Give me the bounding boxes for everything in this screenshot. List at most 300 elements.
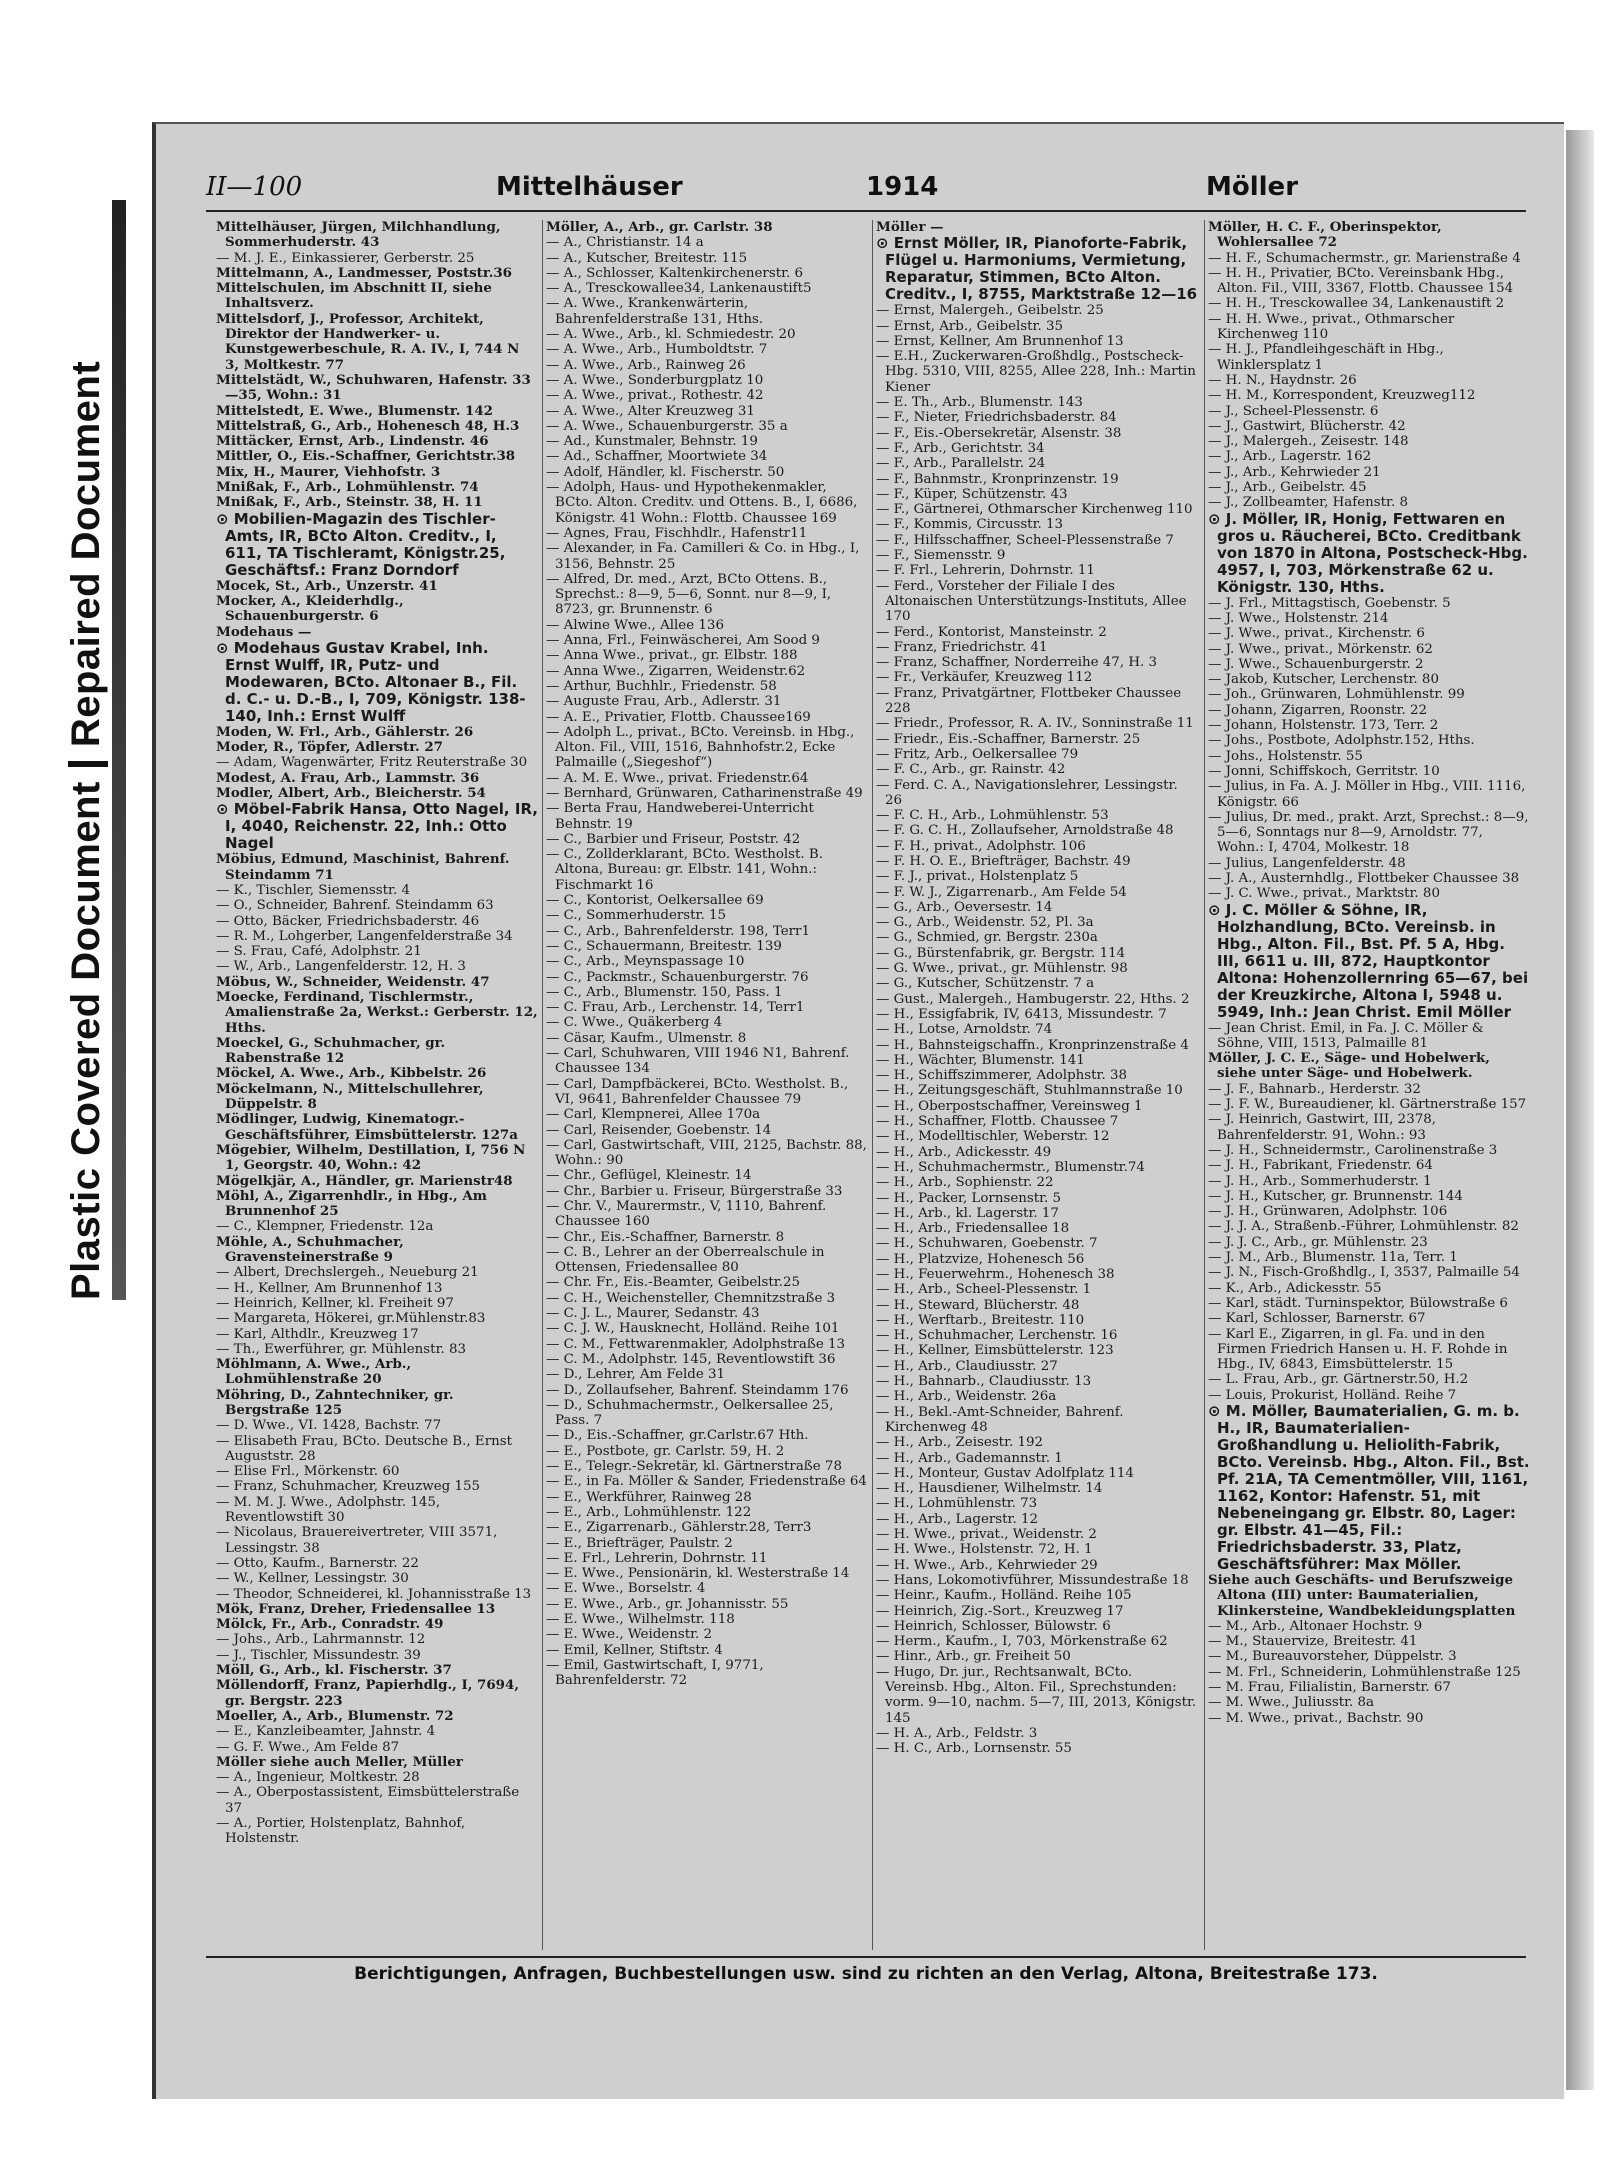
- directory-entry: — D., Eis.-Schaffner, gr.Carlstr.67 Hth.: [546, 1428, 809, 1444]
- directory-entry: Siehe auch Geschäfts- und Berufszweige Altona (III) unter: Baumaterialien, Klinkersteine, Wandbekleidungsplatten: [1208, 1572, 1516, 1619]
- directory-entry: — A. E., Privatier, Flottb. Chaussee169: [546, 709, 811, 725]
- directory-entry: — G., Arb., Weidenstr. 52, Pl. 3a: [876, 915, 1094, 931]
- directory-entry: — C. M., Fettwarenmakler, Adolphstraße 13: [546, 1336, 846, 1352]
- directory-entry: Möller —: [876, 219, 944, 235]
- directory-entry: — A., Oberpostassistent, Eimsbüttelerstraße 37: [216, 1785, 520, 1816]
- directory-entry: — Karl, Althdlr., Kreuzweg 17: [216, 1326, 419, 1342]
- directory-entry: Möhle, A., Schuhmacher, Gravensteinerstraße 9: [216, 1233, 404, 1266]
- directory-entry: — A., Ingenieur, Moltkestr. 28: [216, 1770, 420, 1786]
- directory-entry: — Franz, Schaffner, Norderreihe 47, H. 3: [876, 655, 1158, 671]
- directory-entry: — J. H., Schneidermstr., Carolinenstraße 3: [1208, 1142, 1498, 1158]
- page-header: [206, 172, 1526, 212]
- directory-entry: — Carl, Gastwirtschaft, VIII, 2125, Bachstr. 88, Wohn.: 90: [546, 1137, 867, 1169]
- directory-entry: — K., Arb., Adickesstr. 55: [1208, 1280, 1382, 1296]
- directory-entry: ⊙ Modehaus Gustav Krabel, Inh. Ernst Wulff, IR, Putz- und Modewaren, BCto. Altonaer B., Fil. d. C.- u. D.-B., I, 709, Königstr. 138-140, Inh.: Ernst Wulff: [216, 638, 526, 725]
- directory-entry: — Jean Christ. Emil, in Fa. J. C. Möller & Söhne, VIII, 1513, Palmaille 81: [1208, 1020, 1484, 1051]
- directory-entry: — Joh., Grünwaren, Lohmühlenstr. 99: [1208, 687, 1465, 703]
- directory-entry: Mittäcker, Ernst, Arb., Lindenstr. 46: [216, 433, 489, 450]
- directory-entry: — J. F. W., Bureaudiener, kl. Gärtnerstraße 157: [1208, 1097, 1527, 1113]
- directory-entry: — E., Telegr.-Sekretär, kl. Gärtnerstraße 78: [546, 1459, 842, 1475]
- directory-entry: Möllendorff, Franz, Papierhdlg., I, 7694, gr. Bergstr. 223: [216, 1677, 519, 1709]
- directory-entry: Mocker, A., Kleiderhdlg., Schauenburgerstr. 6: [216, 592, 404, 625]
- directory-entry: — C. H., Weichensteller, Chemnitzstraße 3: [546, 1290, 836, 1306]
- directory-entry: — G. Wwe., privat., gr. Mühlenstr. 98: [876, 961, 1128, 977]
- directory-entry: — Fr., Verkäufer, Kreuzweg 112: [876, 670, 1093, 686]
- directory-entry: — J., Malergeh., Zeisestr. 148: [1208, 434, 1409, 450]
- directory-entry: — H. H. Wwe., privat., Othmarscher Kirchenweg 110: [1208, 311, 1455, 343]
- directory-entry: — Karl E., Zigarren, in gl. Fa. und in den Firmen Friedrich Hansen u. H. F. Rohde in Hbg., IV, 6843, Eimsbüttelerstr. 15: [1208, 1326, 1508, 1373]
- directory-entry: — H., Arb., kl. Lagerstr. 17: [876, 1205, 1059, 1221]
- directory-entry: — A. Wwe., Arb., Humboldtstr. 7: [546, 342, 768, 358]
- directory-entry: — C., Schauermann, Breitestr. 139: [546, 938, 782, 954]
- directory-entry: — A. Wwe., Schauenburgerstr. 35 a: [546, 418, 788, 434]
- directory-entry: Mölck, Fr., Arb., Conradstr. 49: [216, 1616, 444, 1633]
- column-divider: [1204, 220, 1205, 1950]
- directory-entry: — A., Tresckowallee34, Lankenaustift5: [546, 281, 812, 297]
- directory-entry: — J. Heinrich, Gastwirt, III, 2378, Bahrenfelderstr. 91, Wohn.: 93: [1208, 1112, 1437, 1143]
- directory-entry: — E. Frl., Lehrerin, Dohrnstr. 11: [546, 1550, 768, 1566]
- directory-entry: — Johs., Arb., Lahrmannstr. 12: [216, 1632, 426, 1648]
- directory-entry: — Carl, Reisender, Goebenstr. 14: [546, 1122, 772, 1138]
- directory-entry: — Hinr., Arb., gr. Freiheit 50: [876, 1649, 1071, 1665]
- directory-entry: — E., Briefträger, Paulstr. 2: [546, 1535, 733, 1551]
- directory-entry: — C., Arb., Meynspassage 10: [546, 954, 745, 970]
- directory-entry: Moden, W. Frl., Arb., Gählerstr. 26: [216, 723, 474, 740]
- directory-entry: — Heinrich, Zig.-Sort., Kreuzweg 17: [876, 1603, 1124, 1619]
- directory-entry: — Gust., Malergeh., Hambugerstr. 22, Hths. 2: [876, 991, 1190, 1007]
- directory-entry: — A., Christianstr. 14 a: [546, 235, 704, 251]
- directory-entry: — C., Arb., Bahrenfelderstr. 198, Terr1: [546, 923, 810, 939]
- directory-entry: Modehaus —: [216, 623, 312, 640]
- directory-entry: Möbus, W., Schneider, Weidenstr. 47: [216, 973, 490, 990]
- directory-entry: — Herm., Kaufm., I, 703, Mörkenstraße 62: [876, 1634, 1168, 1650]
- directory-entry: — J. Wwe., privat., Kirchenstr. 6: [1208, 626, 1425, 642]
- directory-entry: — H., Essigfabrik, IV, 6413, Missundestr. 7: [876, 1006, 1167, 1022]
- column-3: [876, 220, 1198, 1757]
- directory-entry: — Karl, Schlosser, Barnerstr. 67: [1208, 1311, 1426, 1327]
- directory-entry: — C., Packmstr., Schauenburgerstr. 76: [546, 969, 809, 985]
- directory-entry: — F. C. H., Arb., Lohmühlenstr. 53: [876, 808, 1109, 824]
- directory-entry: — H. F., Schumachermstr., gr. Marienstraße 4: [1208, 250, 1521, 266]
- directory-entry: — R. M., Lohgerber, Langenfelderstraße 34: [216, 928, 513, 944]
- directory-entry: Möhl, A., Zigarrenhdlr., in Hbg., Am Brunnenhof 25: [216, 1187, 487, 1220]
- directory-entry: — Julius, in Fa. A. J. Möller in Hbg., VIII. 1116, Königstr. 66: [1208, 779, 1526, 810]
- directory-entry: — J. H., Arb., Sommerhuderstr. 1: [1208, 1173, 1432, 1189]
- header-rule: [206, 210, 1526, 212]
- directory-entry: — J. J. A., Straßenb.-Führer, Lohmühlenstr. 82: [1208, 1219, 1519, 1235]
- left-keyword: Mittelhäuser: [496, 172, 683, 202]
- directory-entry: — Chr., Eis.-Schaffner, Barnerstr. 8: [546, 1229, 785, 1245]
- directory-entry: — Jonni, Schiffskoch, Gerritstr. 10: [1208, 763, 1440, 779]
- directory-entry: — Cäsar, Kaufm., Ulmenstr. 8: [546, 1030, 747, 1046]
- directory-entry: — Carl, Klempnerei, Allee 170a: [546, 1107, 761, 1123]
- directory-entry: — C. Wwe., Quäkerberg 4: [546, 1015, 723, 1031]
- directory-entry: — Heinr., Kaufm., Holländ. Reihe 105: [876, 1588, 1132, 1604]
- directory-entry: — A. Wwe., privat., Rothestr. 42: [546, 388, 764, 404]
- directory-entry: — H., Oberpostschaffner, Vereinsweg 1: [876, 1098, 1143, 1114]
- directory-entry: — Carl, Schuhwaren, VIII 1946 N1, Bahrenf. Chaussee 134: [546, 1046, 850, 1077]
- directory-entry: — D., Zollaufseher, Bahrenf. Steindamm 176: [546, 1382, 849, 1398]
- directory-entry: — M., Arb., Altonaer Hochstr. 9: [1208, 1618, 1423, 1634]
- directory-entry: Mittler, O., Eis.-Schaffner, Gerichtstr.38: [216, 448, 516, 465]
- directory-entry: Möller, A., Arb., gr. Carlstr. 38: [546, 219, 773, 235]
- directory-entry: — J. F., Bahnarb., Herderstr. 32: [1208, 1081, 1421, 1097]
- directory-entry: — Alwine Wwe., Allee 136: [546, 617, 724, 633]
- directory-entry: — E. Wwe., Weidenstr. 2: [546, 1627, 713, 1643]
- directory-entry: Moeckel, G., Schuhmacher, gr. Rabenstraße 12: [216, 1034, 446, 1067]
- binding-strip: [112, 200, 126, 1300]
- directory-entry: — Anna Wwe., Zigarren, Weidenstr.62: [546, 663, 806, 679]
- directory-entry: — J. Wwe., Holstenstr. 214: [1208, 610, 1389, 626]
- directory-entry: — L. Frau, Arb., gr. Gärtnerstr.50, H.2: [1208, 1372, 1469, 1388]
- directory-entry: — C. B., Lehrer an der Oberrealschule in Ottensen, Friedensallee 80: [546, 1244, 825, 1276]
- directory-entry: — M., Bureauvorsteher, Düppelstr. 3: [1208, 1649, 1457, 1665]
- column-2: [546, 220, 868, 1689]
- directory-entry: — Hugo, Dr. jur., Rechtsanwalt, BCto. Vereinsb. Hbg., Alton. Fil., Sprechstunden: vorm. 9—10, nachm. 5—7, III, 2013, Königstr. 145: [876, 1664, 1197, 1726]
- directory-entry: — Otto, Kaufm., Barnerstr. 22: [216, 1555, 419, 1571]
- directory-entry: Möckel, A. Wwe., Arb., Kibbelstr. 26: [216, 1065, 487, 1082]
- directory-entry: — Anna, Frl., Feinwäscherei, Am Sood 9: [546, 633, 820, 649]
- directory-entry: — Franz, Friedrichstr. 41: [876, 639, 1048, 655]
- directory-entry: — J. C. Wwe., privat., Marktstr. 80: [1208, 886, 1440, 902]
- directory-entry: — D., Schuhmachermstr., Oelkersallee 25, Pass. 7: [546, 1397, 834, 1429]
- directory-entry: — F. G. C. H., Zollaufseher, Arnoldstraße 48: [876, 823, 1174, 839]
- directory-entry: — H. C., Arb., Lornsenstr. 55: [876, 1741, 1072, 1757]
- directory-entry: — A., Kutscher, Breitestr. 115: [546, 250, 748, 266]
- directory-entry: — M. J. E., Einkassierer, Gerberstr. 25: [216, 250, 475, 266]
- directory-entry: — M. Frl., Schneiderin, Lohmühlenstraße 125: [1208, 1664, 1521, 1680]
- directory-entry: — Ernst, Malergeh., Geibelstr. 25: [876, 303, 1104, 319]
- directory-entry: — H., Kellner, Eimsbüttelerstr. 123: [876, 1343, 1114, 1359]
- directory-entry: — Agnes, Frau, Fischhdlr., Hafenstr11: [546, 525, 808, 541]
- directory-entry: — Elise Frl., Mörkenstr. 60: [216, 1464, 400, 1480]
- directory-entry: — F., Nieter, Friedrichsbaderstr. 84: [876, 410, 1117, 426]
- directory-entry: — H., Arb., Friedensallee 18: [876, 1221, 1070, 1237]
- directory-entry: — J. Frl., Mittagstisch, Goebenstr. 5: [1208, 595, 1451, 611]
- directory-entry: — C., Barbier und Friseur, Poststr. 42: [546, 831, 801, 847]
- directory-entry: — Adolph, Haus- und Hypothekenmakler, BCto. Alton. Creditv. und Ottens. B., I, 6686, Königstr. 41 Wohn.: Flottb. Chaussee 169: [546, 480, 858, 526]
- directory-entry: — E. Wwe., Pensionärin, kl. Westerstraße 14: [546, 1566, 850, 1582]
- directory-entry: — H., Packer, Lornsenstr. 5: [876, 1190, 1062, 1206]
- label-separator: [68, 761, 108, 767]
- directory-entry: — H., Hausdiener, Wilhelmstr. 14: [876, 1481, 1103, 1497]
- directory-entry: — F., Eis.-Obersekretär, Alsenstr. 38: [876, 425, 1122, 441]
- directory-entry: — C. Frau, Arb., Lerchenstr. 14, Terr1: [546, 1000, 805, 1016]
- directory-entry: — H. J., Pfandleihgeschäft in Hbg., Winklersplatz 1: [1208, 342, 1444, 373]
- directory-entry: — Johann, Holstenstr. 173, Terr. 2: [1208, 718, 1439, 734]
- directory-entry: — G., Bürstenfabrik, gr. Bergstr. 114: [876, 945, 1126, 961]
- directory-entry: Modler, Albert, Arb., Bleicherstr. 54: [216, 785, 486, 802]
- directory-entry: — H., Bahnsteigschaffn., Kronprinzenstraße 4: [876, 1037, 1189, 1053]
- directory-entry: — W., Arb., Langenfelderstr. 12, H. 3: [216, 959, 466, 975]
- directory-entry: — E., Kanzleibeamter, Jahnstr. 4: [216, 1724, 436, 1740]
- directory-entry: — Ad., Schaffner, Moortwiete 34: [546, 449, 768, 465]
- directory-entry: Mittelstädt, W., Schuhwaren, Hafenstr. 33—35, Wohn.: 31: [216, 371, 531, 404]
- directory-entry: — H., Arb., Lagerstr. 12: [876, 1511, 1039, 1527]
- directory-entry: — J. J. C., Arb., gr. Mühlenstr. 23: [1208, 1234, 1428, 1250]
- directory-entry: — Anna Wwe., privat., gr. Elbstr. 188: [546, 648, 798, 664]
- directory-entry: — J., Arb., Geibelstr. 45: [1208, 480, 1367, 496]
- directory-entry: — Theodor, Schneiderei, kl. Johannisstraße 13: [216, 1586, 532, 1602]
- directory-entry: — C. J. W., Hausknecht, Holländ. Reihe 101: [546, 1321, 840, 1337]
- directory-entry: — H., Arb., Adickesstr. 49: [876, 1144, 1052, 1160]
- directory-entry: — H., Lohmühlenstr. 73: [876, 1496, 1038, 1512]
- directory-entry: Mittelstraß, G., Arb., Hohenesch 48, H.3: [216, 417, 520, 434]
- directory-entry: Möller, J. C. E., Säge- und Hobelwerk, siehe unter Säge- und Hobelwerk.: [1208, 1050, 1490, 1082]
- directory-entry: — E. Th., Arb., Blumenstr. 143: [876, 395, 1083, 411]
- directory-entry: — Fritz, Arb., Oelkersallee 79: [876, 746, 1079, 762]
- directory-entry: — Friedr., Eis.-Schaffner, Barnerstr. 25: [876, 731, 1141, 747]
- directory-entry: — Berta Frau, Handweberei-Unterricht Behnstr. 19: [546, 801, 814, 832]
- directory-entry: — Hans, Lokomotivführer, Missundestraße 18: [876, 1572, 1189, 1588]
- directory-entry: ⊙ Ernst Möller, IR, Pianoforte-Fabrik, Flügel u. Harmoniums, Vermietung, Reparatur, Stimmen, BCto Alton. Creditv., I, 8755, Marktstraße 12—16: [876, 234, 1198, 304]
- page-edge: [1566, 130, 1594, 2090]
- directory-entry: — Chr., Geflügel, Kleinestr. 14: [546, 1168, 752, 1184]
- directory-entry: — E.H., Zuckerwaren-Großhdlg., Postscheck-Hbg. 5310, VIII, 8255, Allee 228, Inh.: Martin Kiener: [876, 349, 1196, 395]
- directory-entry: — C., Sommerhuderstr. 15: [546, 908, 727, 924]
- directory-entry: — A. Wwe., Arb., Rainweg 26: [546, 357, 746, 373]
- directory-entry: — H., Schuhmachermstr., Blumenstr.74: [876, 1159, 1145, 1175]
- directory-entry: ⊙ Mobilien-Magazin des Tischler-Amts, IR, BCto Alton. Creditv., I, 611, TA Tischleramt, Königstr.25, Geschäftsf.: Franz Dorndorf: [216, 509, 506, 579]
- directory-entry: — G. F. Wwe., Am Felde 87: [216, 1739, 400, 1755]
- directory-entry: Mnißak, F., Arb., Lohmühlenstr. 74: [216, 479, 479, 496]
- directory-entry: — Carl, Dampfbäckerei, BCto. Westholst. B., VI, 9641, Bahrenfelder Chaussee 79: [546, 1076, 849, 1107]
- directory-entry: Mögebier, Wilhelm, Destillation, I, 756 N 1, Georgstr. 40, Wohn.: 42: [216, 1141, 526, 1174]
- column-divider: [872, 220, 873, 1950]
- directory-entry: ⊙ J. Möller, IR, Honig, Fettwaren en gros u. Räucherei, BCto. Creditbank von 1870 in Altona, Postscheck-Hbg. 4957, I, 703, Mörkenstraße 62 u. Königstr. 130, Hths.: [1208, 509, 1528, 596]
- directory-entry: — M. Frau, Filialistin, Barnerstr. 67: [1208, 1680, 1451, 1696]
- directory-entry: — Otto, Bäcker, Friedrichsbaderstr. 46: [216, 913, 480, 929]
- directory-entry: Moecke, Ferdinand, Tischlermstr., Amalienstraße 2a, Werkst.: Gerberstr. 12, Hths.: [216, 988, 538, 1036]
- directory-entry: — J. H., Kutscher, gr. Brunnenstr. 144: [1208, 1188, 1463, 1204]
- directory-entry: — J. M., Arb., Blumenstr. 11a, Terr. 1: [1208, 1250, 1458, 1266]
- directory-entry: — H. N., Haydnstr. 26: [1208, 372, 1357, 388]
- directory-entry: — Friedr., Professor, R. A. IV., Sonninstraße 11: [876, 716, 1194, 732]
- directory-entry: — F., Arb., Parallelstr. 24: [876, 456, 1046, 472]
- directory-entry: — C., Arb., Blumenstr. 150, Pass. 1: [546, 984, 783, 1000]
- directory-entry: — M. Wwe., Juliusstr. 8a: [1208, 1695, 1375, 1711]
- directory-entry: — H. Wwe., Holstenstr. 72, H. 1: [876, 1542, 1093, 1558]
- right-keyword: Möller: [1206, 172, 1299, 202]
- directory-entry: Mittelstedt, E. Wwe., Blumenstr. 142: [216, 402, 493, 419]
- directory-entry: Modest, A. Frau, Arb., Lammstr. 36: [216, 769, 480, 786]
- directory-entry: — C., Zollderklarant, BCto. Westholst. B. Altona, Bureau: gr. Elbstr. 141, Wohn.: Fischmarkt 16: [546, 847, 824, 893]
- directory-page: [152, 122, 1564, 2099]
- directory-entry: — Johs., Holstenstr. 55: [1208, 748, 1363, 764]
- directory-entry: — H. Wwe., privat., Weidenstr. 2: [876, 1527, 1097, 1543]
- directory-entry: Moeller, A., Arb., Blumenstr. 72: [216, 1707, 454, 1724]
- directory-entry: — H., Arb., Scheel-Plessenstr. 1: [876, 1282, 1092, 1298]
- directory-entry: ⊙ M. Möller, Baumaterialien, G. m. b. H., IR, Baumaterialien-Großhandlung u. Heliolith-Fabrik, BCto. Vereinsb. Hbg., Alton. Fil., Bst. Pf. 21A, TA Cementmöller, VIII, 1161, 1162, Kontor: Hafenstr. 51, mit Nebeneingang gr. Elbstr. 80, Lager: gr. Elbstr. 41—45, Fil.: Friedrichsbaderstr. 33, Platz, Geschäftsführer: Max Möller.: [1208, 1402, 1530, 1573]
- column-divider: [542, 220, 543, 1950]
- directory-entry: — E. Wwe., Borselstr. 4: [546, 1581, 706, 1597]
- directory-entry: — Albert, Drechslergeh., Neueburg 21: [216, 1265, 479, 1281]
- directory-entry: Mödlinger, Ludwig, Kinematogr.-Geschäftsführer, Eimsbüttelerstr. 127a: [216, 1111, 518, 1143]
- directory-entry: Möller siehe auch Meller, Müller: [216, 1753, 463, 1770]
- repaired-label: Repaired Document: [64, 360, 108, 748]
- directory-entry: — E., Arb., Lohmühlenstr. 122: [546, 1504, 752, 1520]
- directory-entry: Mittelschulen, im Abschnitt II, siehe Inhaltsverz.: [216, 280, 492, 312]
- directory-entry: — C., Klempner, Friedenstr. 12a: [216, 1219, 434, 1235]
- directory-entry: — J. Wwe., privat., Mörkenstr. 62: [1208, 641, 1433, 657]
- directory-entry: — Emil, Kellner, Stiftstr. 4: [546, 1642, 723, 1658]
- directory-entry: — H., Schiffszimmerer, Adolphstr. 38: [876, 1068, 1128, 1084]
- directory-entry: — J., Zollbeamter, Hafenstr. 8: [1208, 495, 1408, 511]
- archive-side-label: [0, 200, 128, 1300]
- directory-entry: — A. M. E. Wwe., privat. Friedenstr.64: [546, 770, 809, 786]
- directory-entry: — H., Arb., Claudiusstr. 27: [876, 1358, 1058, 1374]
- directory-entry: — F. H. O. E., Briefträger, Bachstr. 49: [876, 853, 1131, 869]
- directory-entry: — J. H., Fabrikant, Friedenstr. 64: [1208, 1158, 1433, 1174]
- directory-entry: — Auguste Frau, Arb., Adlerstr. 31: [546, 694, 782, 710]
- directory-entry: — E., Postbote, gr. Carlstr. 59, H. 2: [546, 1443, 785, 1459]
- directory-entry: — J. H., Grünwaren, Adolphstr. 106: [1208, 1204, 1448, 1220]
- directory-entry: — D. Wwe., VI. 1428, Bachstr. 77: [216, 1418, 442, 1434]
- directory-entry: — H., Arb., Sophienstr. 22: [876, 1175, 1054, 1191]
- directory-entry: Möhring, D., Zahntechniker, gr. Bergstraße 125: [216, 1386, 454, 1418]
- directory-entry: — G., Arb., Oeversestr. 14: [876, 899, 1053, 915]
- directory-entry: — Bernhard, Grünwaren, Catharinenstraße 49: [546, 785, 863, 801]
- directory-entry: — J., Arb., Kehrwieder 21: [1208, 464, 1381, 480]
- directory-entry: — Johann, Zigarren, Roonstr. 22: [1208, 702, 1428, 718]
- directory-entry: — Franz, Privatgärtner, Flottbeker Chaussee 228: [876, 685, 1182, 717]
- directory-entry: — Ernst, Kellner, Am Brunnenhof 13: [876, 333, 1124, 349]
- directory-entry: — E. Wwe., Arb., gr. Johannisstr. 55: [546, 1596, 789, 1612]
- directory-entry: — G., Schmied, gr. Bergstr. 230a: [876, 930, 1098, 946]
- directory-entry: — Ad., Kunstmaler, Behnstr. 19: [546, 434, 758, 450]
- directory-entry: — H., Wächter, Blumenstr. 141: [876, 1052, 1085, 1068]
- directory-entry: — F. C., Arb., gr. Rainstr. 42: [876, 762, 1066, 778]
- directory-entry: — H., Bekl.-Amt-Schneider, Bahrenf. Kirchenweg 48: [876, 1404, 1124, 1435]
- directory-entry: — H., Bahnarb., Claudiusstr. 13: [876, 1374, 1092, 1390]
- directory-entry: — Adolph L., privat., BCto. Vereinsb. in Hbg., Alton. Fil., VIII, 1516, Bahnhofstr.2, Ecke Palmaille („Siegeshof“): [546, 724, 855, 771]
- directory-entry: Mök, Franz, Dreher, Friedensallee 13: [216, 1600, 496, 1617]
- directory-entry: Mix, H., Maurer, Viehhofstr. 3: [216, 463, 441, 480]
- directory-entry: — E., Zigarrenarb., Gählerstr.28, Terr3: [546, 1520, 812, 1536]
- directory-entry: — Chr., Barbier u. Friseur, Bürgerstraße 33: [546, 1183, 843, 1199]
- directory-entry: ⊙ Möbel-Fabrik Hansa, Otto Nagel, IR, I, 4040, Reichenstr. 22, Inh.: Otto Nagel: [216, 800, 538, 853]
- column-4: [1208, 220, 1530, 1726]
- directory-entry: — Louis, Prokurist, Holländ. Reihe 7: [1208, 1387, 1457, 1403]
- directory-entry: — Adolf, Händler, kl. Fischerstr. 50: [546, 464, 785, 480]
- directory-entry: — F. W. J., Zigarrenarb., Am Felde 54: [876, 884, 1127, 900]
- directory-entry: — Ernst, Arb., Geibelstr. 35: [876, 318, 1064, 334]
- directory-entry: — J., Arb., Lagerstr. 162: [1208, 449, 1372, 465]
- directory-entry: Mocek, St., Arb., Unzerstr. 41: [216, 577, 438, 594]
- directory-entry: — Emil, Gastwirtschaft, I, 9771, Bahrenfelderstr. 72: [546, 1657, 764, 1689]
- directory-entry: — F., Bahnmstr., Kronprinzenstr. 19: [876, 471, 1119, 487]
- directory-entry: Möhlmann, A. Wwe., Arb., Lohmühlenstraße 20: [216, 1356, 412, 1388]
- directory-entry: — A. Wwe., Krankenwärterin, Bahrenfelderstraße 131, Hths.: [546, 296, 764, 327]
- directory-entry: — Ferd., Vorsteher der Filiale I des Altonaischen Unterstützungs-Instituts, Allee 170: [876, 578, 1187, 625]
- directory-entry: — Johs., Postbote, Adolphstr.152, Hths.: [1208, 733, 1475, 749]
- directory-entry: Moder, R., Töpfer, Adlerstr. 27: [216, 739, 444, 756]
- directory-entry: — Chr. Fr., Eis.-Beamter, Geibelstr.25: [546, 1275, 801, 1291]
- directory-entry: — Jakob, Kutscher, Lerchenstr. 80: [1208, 672, 1439, 688]
- directory-entry: — F., Gärtnerei, Othmarscher Kirchenweg 110: [876, 502, 1193, 518]
- column-1: [216, 220, 538, 1847]
- directory-entry: — J., Scheel-Plessenstr. 6: [1208, 403, 1379, 419]
- directory-entry: — A., Portier, Holstenplatz, Bahnhof, Holstenstr.: [216, 1816, 466, 1847]
- directory-entry: — H., Schaffner, Flottb. Chaussee 7: [876, 1114, 1119, 1130]
- footer-notice: Berichtigungen, Anfragen, Buchbestellungen usw. sind zu richten an den Verlag, Altona, Breitestraße 173.: [354, 1964, 1378, 1984]
- directory-entry: — C., Kontorist, Oelkersallee 69: [546, 893, 764, 909]
- directory-entry: — A. Wwe., Sonderburgplatz 10: [546, 372, 764, 388]
- directory-entry: Mittelhäuser, Jürgen, Milchhandlung, Sommerhuderstr. 43: [216, 219, 501, 251]
- directory-entry: — Adam, Wagenwärter, Fritz Reuterstraße 30: [216, 755, 528, 771]
- directory-entry: — H., Arb., Zeisestr. 192: [876, 1435, 1044, 1451]
- directory-entry: — H., Steward, Blücherstr. 48: [876, 1297, 1080, 1313]
- directory-entry: — E., in Fa. Möller & Sander, Friedenstraße 64: [546, 1474, 867, 1490]
- directory-entry: Möller, H. C. F., Oberinspektor, Wohlersallee 72: [1208, 219, 1442, 251]
- directory-entry: — G., Kutscher, Schützenstr. 7 a: [876, 976, 1095, 992]
- directory-entry: — Ferd. C. A., Navigationslehrer, Lessingstr. 26: [876, 777, 1178, 808]
- directory-entry: — E. Wwe., Wilhelmstr. 118: [546, 1612, 735, 1628]
- directory-entry: — M., Stauervize, Breitestr. 41: [1208, 1634, 1418, 1650]
- directory-entry: — K., Tischler, Siemensstr. 4: [216, 882, 410, 898]
- directory-entry: — J. Wwe., Schauenburgerstr. 2: [1208, 656, 1424, 672]
- directory-entry: — F., Arb., Gerichtstr. 34: [876, 440, 1045, 456]
- directory-entry: — H., Modelltischler, Weberstr. 12: [876, 1129, 1110, 1145]
- directory-entry: — M. Wwe., privat., Bachstr. 90: [1208, 1710, 1424, 1726]
- directory-entry: — H., Kellner, Am Brunnenhof 13: [216, 1280, 443, 1296]
- directory-entry: — H. M., Korrespondent, Kreuzweg112: [1208, 388, 1476, 404]
- directory-entry: — H., Platzvize, Hohenesch 56: [876, 1251, 1085, 1267]
- directory-entry: — Franz, Schuhmacher, Kreuzweg 155: [216, 1479, 481, 1495]
- directory-entry: — Heinrich, Schlosser, Bülowstr. 6: [876, 1618, 1111, 1634]
- directory-entry: — H., Arb., Weidenstr. 26a: [876, 1389, 1057, 1405]
- year: 1914: [866, 172, 939, 202]
- directory-entry: — E., Werkführer, Rainweg 28: [546, 1489, 752, 1505]
- directory-entry: — S. Frau, Café, Adolphstr. 21: [216, 944, 422, 960]
- directory-entry: Möll, G., Arb., kl. Fischerstr. 37: [216, 1662, 452, 1679]
- directory-entry: — F., Siemensstr. 9: [876, 548, 1006, 564]
- directory-entry: — Karl, städt. Turninspektor, Bülowstraße 6: [1208, 1295, 1508, 1311]
- directory-entry: — J., Gastwirt, Blücherstr. 42: [1208, 418, 1406, 434]
- directory-entry: — Julius, Langenfelderstr. 48: [1208, 855, 1406, 871]
- plastic-covered-label: Plastic Covered Document: [64, 781, 108, 1300]
- directory-entry: — Arthur, Buchhlr., Friedenstr. 58: [546, 678, 777, 694]
- directory-entry: — H. Wwe., Arb., Kehrwieder 29: [876, 1557, 1098, 1573]
- directory-entry: — F., Küper, Schützenstr. 43: [876, 486, 1068, 502]
- directory-entry: — H., Monteur, Gustav Adolfplatz 114: [876, 1465, 1134, 1481]
- directory-entry: — H., Zeitungsgeschäft, Stuhlmannstraße 10: [876, 1083, 1183, 1099]
- directory-entry: — J. N., Fisch-Großhdlg., I, 3537, Palmaille 54: [1208, 1265, 1520, 1281]
- directory-entry: — H. A., Arb., Feldstr. 3: [876, 1725, 1038, 1741]
- directory-entry: — H., Werftarb., Breitestr. 110: [876, 1312, 1085, 1328]
- directory-entry: — F., Kommis, Circusstr. 13: [876, 517, 1064, 533]
- directory-entry: — Heinrich, Kellner, kl. Freiheit 97: [216, 1295, 454, 1311]
- directory-entry: Möbius, Edmund, Maschinist, Bahrenf. Steindamm 71: [216, 851, 510, 883]
- directory-entry: — Chr. V., Maurermstr., V, 1110, Bahrenf. Chaussee 160: [546, 1199, 827, 1230]
- directory-entry: — C. M., Adolphstr. 145, Reventlowstift 36: [546, 1351, 836, 1367]
- directory-entry: — D., Lehrer, Am Felde 31: [546, 1367, 726, 1383]
- footer-rule: [206, 1956, 1526, 1958]
- directory-entry: — H., Schuhwaren, Goebenstr. 7: [876, 1236, 1098, 1252]
- directory-entry: — C. J. L., Maurer, Sedanstr. 43: [546, 1306, 760, 1322]
- archive-label-text: [64, 361, 109, 1300]
- directory-entry: — F. Frl., Lehrerin, Dohrnstr. 11: [876, 563, 1095, 579]
- directory-entry: Mittelmann, A., Landmesser, Poststr.36: [216, 264, 512, 281]
- directory-entry: Mittelsdorf, J., Professor, Architekt, Direktor der Handwerker- u. Kunstgewerbeschule, R. A. IV., I, 744 N 3, Moltkestr. 77: [216, 310, 520, 373]
- directory-entry: — Margareta, Hökerei, gr.Mühlenstr.83: [216, 1311, 486, 1327]
- directory-entry: — A. Wwe., Arb., kl. Schmiedestr. 20: [546, 327, 796, 343]
- directory-entry: — H., Schuhmacher, Lerchenstr. 16: [876, 1328, 1118, 1344]
- directory-entry: — H. H., Tresckowallee 34, Lankenaustift 2: [1208, 296, 1505, 312]
- directory-entry: — Th., Ewerführer, gr. Mühlenstr. 83: [216, 1341, 467, 1357]
- directory-entry: — H., Lotse, Arnoldstr. 74: [876, 1022, 1053, 1038]
- directory-entry: Mnißak, F., Arb., Steinstr. 38, H. 11: [216, 494, 483, 511]
